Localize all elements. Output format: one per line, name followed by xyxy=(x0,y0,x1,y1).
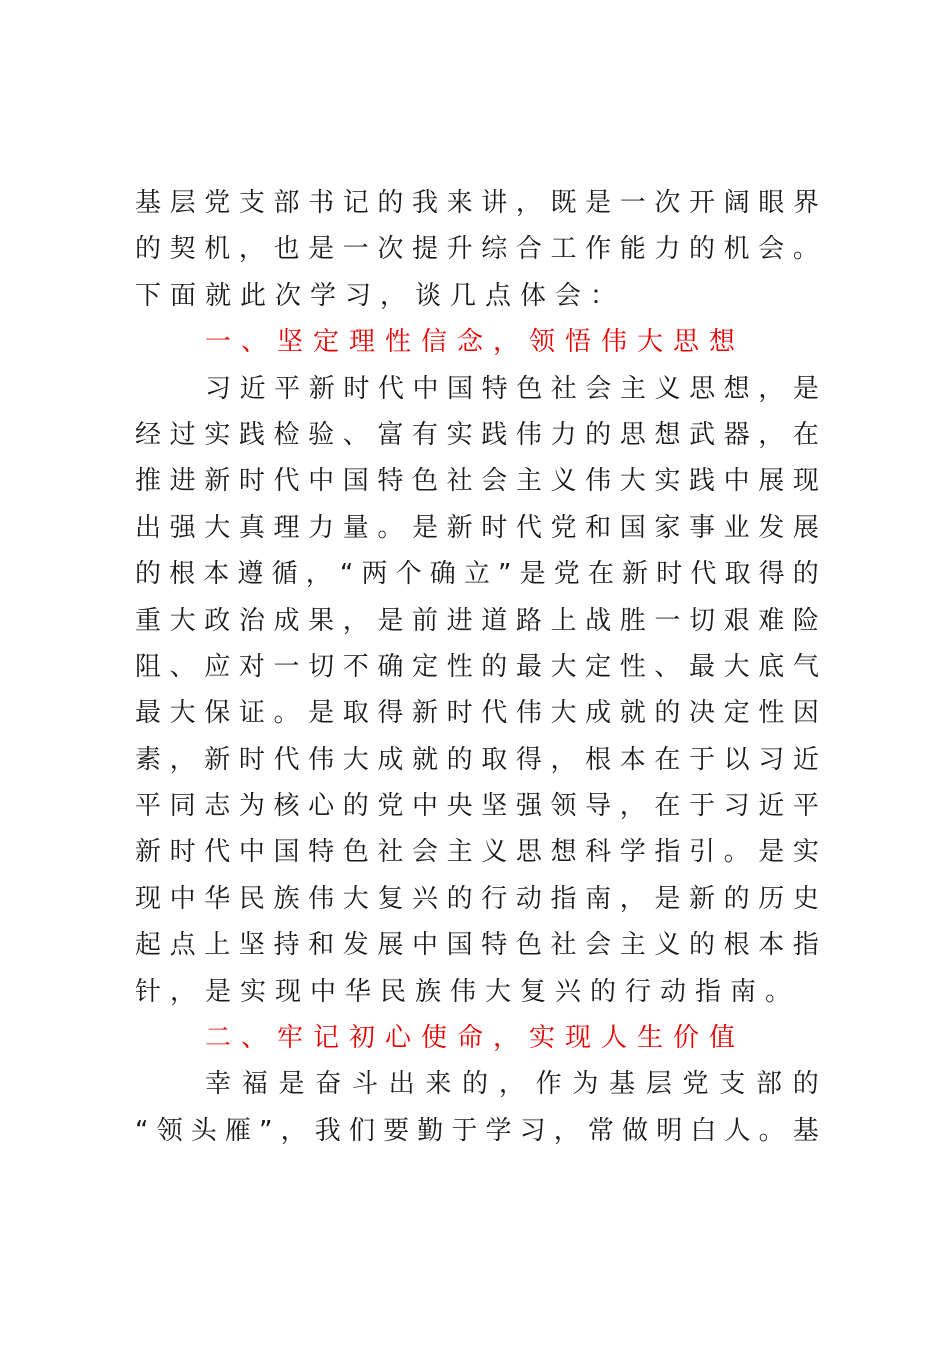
paragraph-line: 现 中 华 民 族 伟 大 复 兴 的 行 动 指 南 ， 是 新 的 历 史 xyxy=(135,883,819,914)
document-body xyxy=(135,180,819,1154)
paragraph-line: 重 大 政 治 成 果 ， 是 前 进 道 路 上 战 胜 一 切 艰 难 险 xyxy=(135,605,819,636)
section-heading: 二、牢记初心使命，实现人生价值 xyxy=(205,1023,746,1054)
paragraph-line: 经 过 实 践 检 验 、 富 有 实 践 伟 力 的 思 想 武 器 ， 在 xyxy=(135,419,819,450)
paragraph-line: 起 点 上 坚 持 和 发 展 中 国 特 色 社 会 主 义 的 根 本 指 xyxy=(135,930,819,961)
paragraph-line: 基 层 党 支 部 书 记 的 我 来 讲 ， 既 是 一 次 开 阔 眼 界 xyxy=(135,188,819,218)
paragraph-line: 最 大 保 证 。 是 取 得 新 时 代 伟 大 成 就 的 决 定 性 因 xyxy=(135,698,819,729)
paragraph-line: 下面就此次学习，谈几点体会： xyxy=(135,280,626,311)
paragraph-line: 推 进 新 时 代 中 国 特 色 社 会 主 义 伟 大 实 践 中 展 现 xyxy=(135,466,819,497)
paragraph-line: 素 ， 新 时 代 伟 大 成 就 的 取 得 ， 根 本 在 于 以 习 近 xyxy=(135,744,819,775)
paragraph-line: 平 同 志 为 核 心 的 党 中 央 坚 强 领 导 ， 在 于 习 近 平 xyxy=(135,791,819,822)
paragraph-line: 的 根 本 遵 循 ， “ 两 个 确 立 ” 是 党 在 新 时 代 取 得 的 xyxy=(135,559,819,590)
paragraph-line: 阻 、 应 对 一 切 不 确 定 性 的 最 大 定 性 、 最 大 底 气 xyxy=(135,651,819,682)
paragraph-line: 习 近 平 新 时 代 中 国 特 色 社 会 主 义 思 想 ， 是 xyxy=(205,373,819,404)
paragraph-line: “ 领 头 雁 ” ， 我 们 要 勤 于 学 习 ， 常 做 明 白 人 。 基 xyxy=(135,1115,819,1146)
paragraph-line: 幸 福 是 奋 斗 出 来 的 ， 作 为 基 层 党 支 部 的 xyxy=(205,1069,819,1100)
paragraph-line: 出 强 大 真 理 力 量 。 是 新 时 代 党 和 国 家 事 业 发 展 xyxy=(135,512,819,543)
paragraph-line: 的 契 机 ， 也 是 一 次 提 升 综 合 工 作 能 力 的 机 会 。 xyxy=(135,234,819,265)
paragraph-line: 新 时 代 中 国 特 色 社 会 主 义 思 想 科 学 指 引 。 是 实 xyxy=(135,837,819,868)
paragraph-line: 针，是实现中华民族伟大复兴的行动指南。 xyxy=(135,976,801,1007)
section-heading: 一、坚定理性信念，领悟伟大思想 xyxy=(205,327,746,358)
